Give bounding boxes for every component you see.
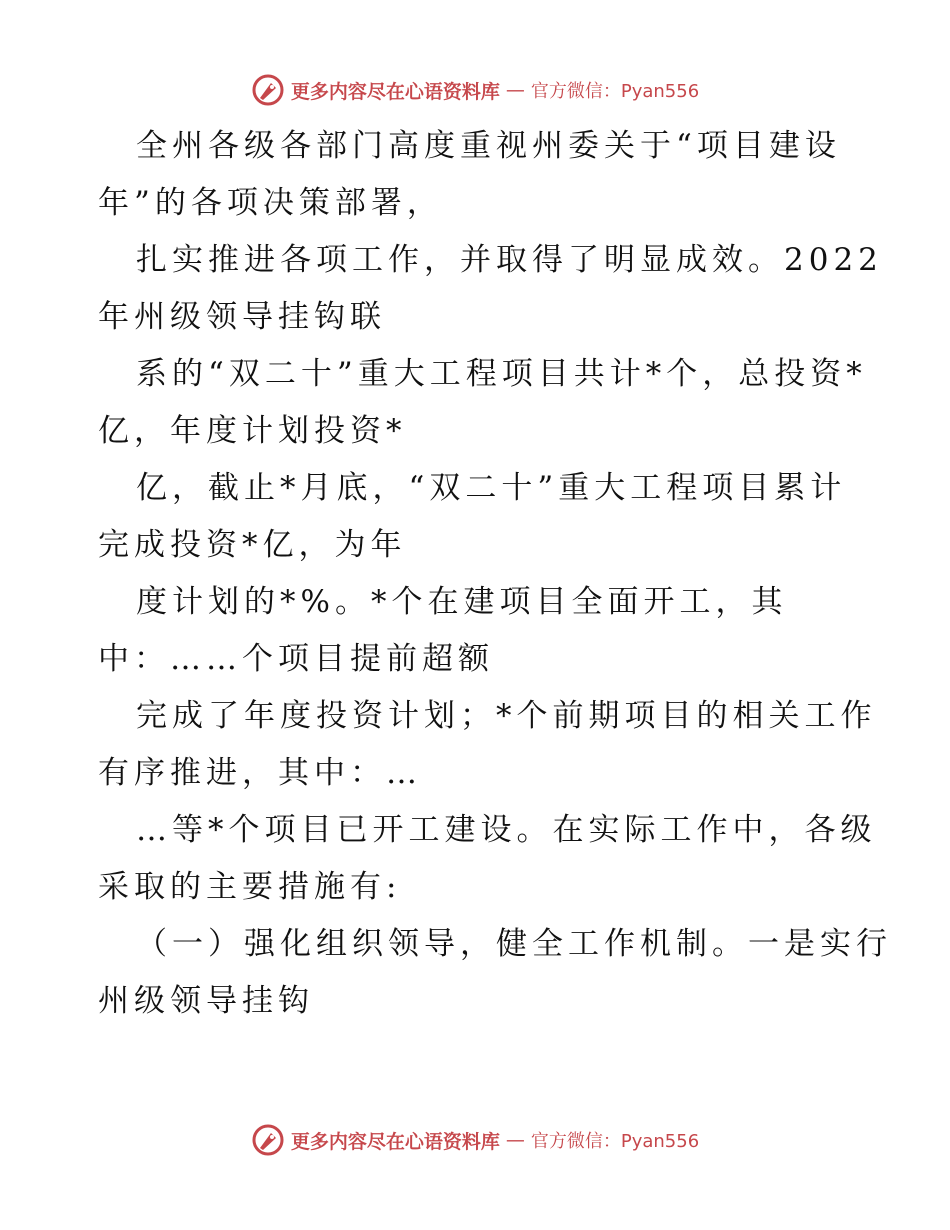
body-line: 扎实推进各项工作，并取得了明显成效。2022: [136, 242, 883, 278]
body-line: 年”的各项决策部署，: [98, 185, 443, 221]
body-line: 系的“双二十”重大工程项目共计*个，总投资*: [136, 356, 867, 392]
body-line: 有序推进，其中：…: [98, 755, 422, 791]
watermark-wechat-text: 官方微信：Pyan556: [530, 1131, 700, 1152]
document-body: [98, 118, 892, 1030]
body-line: 亿，截止*月底，“双二十”重大工程项目累计: [136, 470, 847, 506]
body-line: 采取的主要措施有:: [98, 869, 402, 905]
body-line: 度计划的*%。*个在建项目全面开工，其: [136, 584, 788, 620]
body-line: 完成投资*亿，为年: [98, 527, 407, 563]
footer-watermark: [0, 1120, 950, 1160]
body-line: …等*个项目已开工建设。在实际工作中，各级: [136, 812, 877, 848]
body-line: 中：……个项目提前超额: [98, 641, 494, 677]
body-line: （一）强化组织领导，健全工作机制。一是实行: [136, 926, 892, 962]
body-line: 完成了年度投资计划；*个前期项目的相关工作: [136, 698, 877, 734]
body-line: 亿，年度计划投资*: [98, 413, 407, 449]
pen-nib-logo-icon: [251, 1123, 285, 1157]
watermark-site-text: 更多内容尽在心语资料库: [290, 80, 500, 103]
body-line: 年州级领导挂钩联: [98, 299, 386, 335]
body-line: 州级领导挂钩: [98, 983, 314, 1019]
watermark-separator: —: [505, 1129, 525, 1151]
body-line: 全州各级各部门高度重视州委关于“项目建设: [136, 128, 841, 164]
watermark-wechat-text: 官方微信：Pyan556: [530, 81, 700, 102]
header-watermark: [0, 70, 950, 110]
watermark-separator: —: [505, 79, 525, 101]
pen-nib-logo-icon: [251, 73, 285, 107]
watermark-site-text: 更多内容尽在心语资料库: [290, 1130, 500, 1153]
